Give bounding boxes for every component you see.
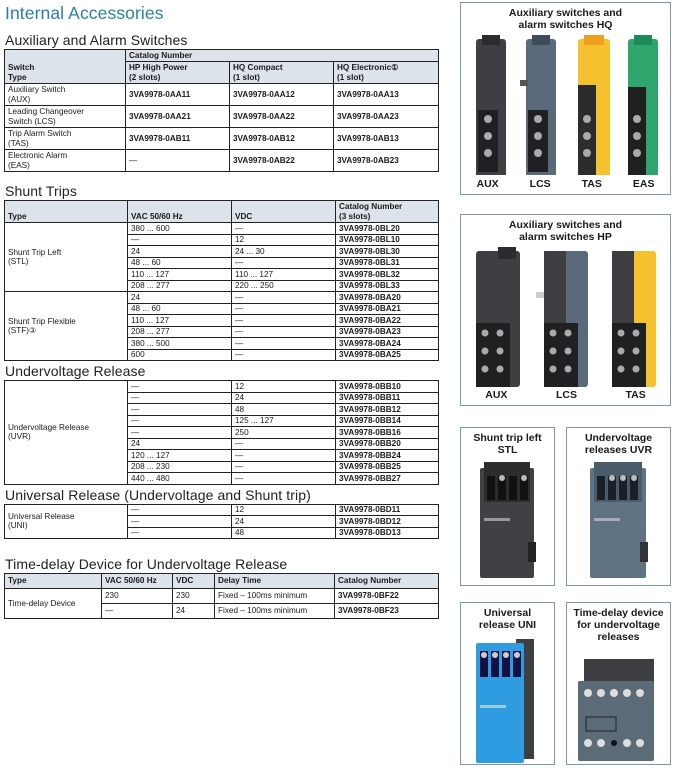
table-row xyxy=(5,504,439,516)
row-type xyxy=(5,381,128,485)
vdc-value: 250 xyxy=(232,427,336,439)
table-row xyxy=(5,589,439,604)
catalog-number: 3VA9978-0BA23 xyxy=(336,326,439,338)
col-vac: VAC 50/60 Hz xyxy=(102,574,173,589)
table-row xyxy=(5,128,439,150)
label-aux: AUX xyxy=(476,178,499,190)
catalog-number: 3VA9978-0AA21 xyxy=(126,106,230,128)
delay-value: Fixed – 100ms minimum xyxy=(215,589,335,604)
caption-line: releases UVR xyxy=(584,444,653,456)
catalog-number: 3VA9978-0BL31 xyxy=(336,257,439,269)
vac-value: 24 xyxy=(128,246,232,258)
table-row xyxy=(5,223,439,235)
caption-line: release UNI xyxy=(478,619,537,631)
table-row xyxy=(5,106,439,128)
col-catalog: Catalog Number xyxy=(335,574,439,589)
vac-value: 48 ... 60 xyxy=(128,303,232,315)
vdc-value: 230 xyxy=(173,589,215,604)
cell-text: (UVR) xyxy=(8,432,31,442)
tdd-title: Time-delay Device for Undervoltage Release xyxy=(5,556,288,572)
cell-text: (STL) xyxy=(8,257,29,266)
header-text: Switch xyxy=(8,63,35,72)
vdc-value: — xyxy=(232,303,336,315)
caption-line: for undervoltage xyxy=(577,619,660,631)
catalog-number: 3VA9978-0BD12 xyxy=(336,516,439,528)
photo-time-delay-device xyxy=(566,602,671,765)
catalog-number: 3VA9978-0AA11 xyxy=(126,84,230,106)
catalog-number: 3VA9978-0BB14 xyxy=(336,415,439,427)
col-vdc: VDC xyxy=(232,201,336,223)
catalog-number: 3VA9978-0BB24 xyxy=(336,450,439,462)
vac-value: 110 ... 127 xyxy=(128,269,232,281)
aux-alarm-title: Auxiliary and Alarm Switches xyxy=(5,32,188,48)
cell-text: (TAS) xyxy=(8,138,29,148)
catalog-number: 3VA9978-0BL20 xyxy=(336,223,439,235)
row-type xyxy=(5,128,126,150)
uni-title: Universal Release (Undervoltage and Shunt trip) xyxy=(5,486,311,503)
cell-text: Trip Alarm Switch xyxy=(8,129,72,138)
row-type: Time-delay Device xyxy=(5,589,102,619)
vac-value: 48 ... 60 xyxy=(128,257,232,269)
uvr-title: Undervoltage Release xyxy=(5,363,146,379)
vdc-value: — xyxy=(232,338,336,350)
header-text: (1 slot) xyxy=(233,72,260,82)
cell-text: Leading Changeover xyxy=(8,107,85,116)
aux-alarm-table xyxy=(4,49,439,172)
col-catalog xyxy=(336,201,439,223)
caption-line: Time-delay device xyxy=(573,607,664,619)
label-aux: AUX xyxy=(485,389,508,401)
vdc-value: — xyxy=(232,438,336,450)
catalog-number: 3VA9978-0AB23 xyxy=(334,150,439,172)
row-type xyxy=(5,504,128,539)
cell-text: Switch (LCS) xyxy=(8,116,56,126)
vdc-value: — xyxy=(232,257,336,269)
vdc-value: — xyxy=(232,315,336,327)
vac-value: — xyxy=(128,415,232,427)
row-type xyxy=(5,106,126,128)
photo-caption xyxy=(567,432,670,456)
catalog-number: 3VA9978-0BA22 xyxy=(336,315,439,327)
catalog-number: 3VA9978-0AB12 xyxy=(230,128,334,150)
photo-universal-release xyxy=(460,602,555,765)
caption-line: Auxiliary switches and xyxy=(508,7,623,19)
uvr-table xyxy=(4,380,439,485)
vac-value: — xyxy=(128,234,232,246)
vac-value: 440 ... 480 xyxy=(128,473,232,485)
photo-caption xyxy=(461,432,554,456)
cell-text: Auxiliary Switch xyxy=(8,85,66,94)
caption-line: Auxiliary switches and xyxy=(508,219,623,231)
table-row xyxy=(5,84,439,106)
vac-value: 110 ... 127 xyxy=(128,315,232,327)
catalog-number: 3VA9978-0AA13 xyxy=(334,84,439,106)
vac-value: — xyxy=(128,404,232,416)
header-text: HQ Electronic① xyxy=(337,63,399,72)
vdc-value: 220 ... 250 xyxy=(232,280,336,292)
photo-labels xyxy=(461,178,670,190)
catalog-number: 3VA9978-0AA22 xyxy=(230,106,334,128)
row-type xyxy=(5,292,128,361)
row-type xyxy=(5,84,126,106)
label-lcs: LCS xyxy=(529,178,551,190)
cell-text: Universal Release xyxy=(8,511,75,521)
row-type xyxy=(5,150,126,172)
vdc-value: — xyxy=(232,292,336,304)
photo-shunt-trip-left xyxy=(460,427,555,586)
col-type: Type xyxy=(5,201,128,223)
uni-device-image xyxy=(462,635,554,765)
shunt-trips-table xyxy=(4,200,439,361)
page-title: Internal Accessories xyxy=(5,3,164,23)
vdc-value: 24 xyxy=(232,516,336,528)
uvr-device-image xyxy=(568,462,670,582)
catalog-number: 3VA9978-0BB10 xyxy=(336,381,439,393)
col-vac: VAC 50/60 Hz xyxy=(128,201,232,223)
vac-value: — xyxy=(128,527,232,539)
vac-value: — xyxy=(128,392,232,404)
catalog-number: 3VA9978-0BL10 xyxy=(336,234,439,246)
vac-value: — xyxy=(128,504,232,516)
caption-line: releases xyxy=(597,631,640,643)
cell-text: (STF)③ xyxy=(8,326,37,335)
catalog-number: — xyxy=(126,150,230,172)
catalog-number: 3VA9978-0BB27 xyxy=(336,473,439,485)
uni-table xyxy=(4,504,439,540)
col-type: Type xyxy=(5,574,102,589)
photo-caption xyxy=(567,607,670,643)
photo-caption xyxy=(461,7,670,31)
vac-value: 24 xyxy=(128,438,232,450)
vdc-value: — xyxy=(232,461,336,473)
catalog-number: 3VA9978-0BL33 xyxy=(336,280,439,292)
catalog-number: 3VA9978-0BB25 xyxy=(336,461,439,473)
table-row xyxy=(5,292,439,304)
vdc-value: — xyxy=(232,326,336,338)
catalog-number: 3VA9978-0BB20 xyxy=(336,438,439,450)
catalog-number: 3VA9978-0BD11 xyxy=(336,504,439,516)
vac-value: 380 ... 600 xyxy=(128,223,232,235)
col-hq-electronic xyxy=(334,62,439,84)
col-catalog-group: Catalog Number xyxy=(126,50,439,62)
vac-value: 600 xyxy=(128,349,232,361)
catalog-number: 3VA9978-0BB11 xyxy=(336,392,439,404)
vac-value: — xyxy=(128,381,232,393)
vac-value: — xyxy=(128,516,232,528)
vac-value: 24 xyxy=(128,292,232,304)
photo-hq-switches xyxy=(460,2,671,195)
vac-value: — xyxy=(128,427,232,439)
catalog-number: 3VA9978-0BB16 xyxy=(336,427,439,439)
shunt-trips-title: Shunt Trips xyxy=(5,183,77,199)
vac-value: 380 ... 500 xyxy=(128,338,232,350)
tdd-device-image xyxy=(568,653,670,763)
cell-text: Undervoltage Release xyxy=(8,422,90,432)
cell-text: Shunt Trip Left xyxy=(8,247,62,257)
row-type xyxy=(5,223,128,292)
catalog-number: 3VA9978-0AB13 xyxy=(334,128,439,150)
vdc-value: 24 xyxy=(173,604,215,619)
vdc-value: — xyxy=(232,223,336,235)
vdc-value: — xyxy=(232,450,336,462)
vdc-value: 48 xyxy=(232,404,336,416)
catalog-number: 3VA9978-0BA25 xyxy=(336,349,439,361)
header-text: HP High Power xyxy=(129,63,188,72)
vac-value: 120 ... 127 xyxy=(128,450,232,462)
photo-hp-switches xyxy=(460,214,671,406)
catalog-number: 3VA9978-0BF23 xyxy=(335,604,439,619)
vac-value: 208 ... 230 xyxy=(128,461,232,473)
catalog-number: 3VA9978-0AB11 xyxy=(126,128,230,150)
hq-switch-modules-image xyxy=(462,35,670,175)
catalog-number: 3VA9978-0BF22 xyxy=(335,589,439,604)
catalog-number: 3VA9978-0AB22 xyxy=(230,150,334,172)
col-hp xyxy=(126,62,230,84)
vdc-value: 110 ... 127 xyxy=(232,269,336,281)
catalog-number: 3VA9978-0BL30 xyxy=(336,246,439,258)
cell-text: (EAS) xyxy=(8,160,30,170)
photo-caption xyxy=(461,607,554,631)
photo-undervoltage-release xyxy=(566,427,671,586)
header-text: Type xyxy=(8,72,27,82)
vac-value: 208 ... 277 xyxy=(128,280,232,292)
col-switch-type xyxy=(5,50,126,84)
caption-line: alarm switches HQ xyxy=(518,19,613,31)
label-tas: TAS xyxy=(581,178,602,190)
catalog-number: 3VA9978-0BA24 xyxy=(336,338,439,350)
col-vdc: VDC xyxy=(173,574,215,589)
caption-line: alarm switches HP xyxy=(519,231,612,243)
header-text: (1 slot) xyxy=(337,72,364,82)
vdc-value: 48 xyxy=(232,527,336,539)
vac-value: 208 ... 277 xyxy=(128,326,232,338)
tables-column xyxy=(4,0,438,619)
cell-text: (AUX) xyxy=(8,94,31,104)
photo-labels xyxy=(461,389,670,401)
table-row xyxy=(5,150,439,172)
table-row xyxy=(5,381,439,393)
stl-device-image xyxy=(462,462,554,582)
cell-text: Electronic Alarm xyxy=(8,151,68,160)
delay-value: Fixed – 100ms minimum xyxy=(215,604,335,619)
col-delay: Delay Time xyxy=(215,574,335,589)
vdc-value: — xyxy=(232,473,336,485)
vdc-value: 125 ... 127 xyxy=(232,415,336,427)
caption-line: Shunt trip left xyxy=(473,432,542,444)
vac-value: 230 xyxy=(102,589,173,604)
catalog-number: 3VA9978-0BB12 xyxy=(336,404,439,416)
caption-line: Universal xyxy=(483,607,532,619)
catalog-number: 3VA9978-0BA21 xyxy=(336,303,439,315)
header-text: Catalog Number xyxy=(339,202,403,211)
vac-value: — xyxy=(102,604,173,619)
vdc-value: 12 xyxy=(232,234,336,246)
header-text: (2 slots) xyxy=(129,72,161,82)
col-hq-compact xyxy=(230,62,334,84)
vdc-value: — xyxy=(232,349,336,361)
catalog-number: 3VA9978-0BL32 xyxy=(336,269,439,281)
label-lcs: LCS xyxy=(555,389,577,401)
hp-switch-modules-image xyxy=(462,247,670,387)
photo-caption xyxy=(461,219,670,243)
caption-line: Undervoltage xyxy=(584,432,653,444)
cell-text: (UNI) xyxy=(8,521,28,531)
catalog-number: 3VA9978-0BA20 xyxy=(336,292,439,304)
label-eas: EAS xyxy=(632,178,655,190)
vdc-value: 12 xyxy=(232,504,336,516)
header-text: HQ Compact xyxy=(233,63,283,72)
vdc-value: 12 xyxy=(232,381,336,393)
header-text: (3 slots) xyxy=(339,211,371,221)
vdc-value: 24 ... 30 xyxy=(232,246,336,258)
tdd-table xyxy=(4,573,439,619)
label-tas: TAS xyxy=(625,389,646,401)
catalog-number: 3VA9978-0BD13 xyxy=(336,527,439,539)
caption-line: STL xyxy=(497,444,518,456)
catalog-number: 3VA9978-0AA12 xyxy=(230,84,334,106)
vdc-value: 24 xyxy=(232,392,336,404)
cell-text: Shunt Trip Flexible xyxy=(8,316,76,326)
catalog-number: 3VA9978-0AA23 xyxy=(334,106,439,128)
